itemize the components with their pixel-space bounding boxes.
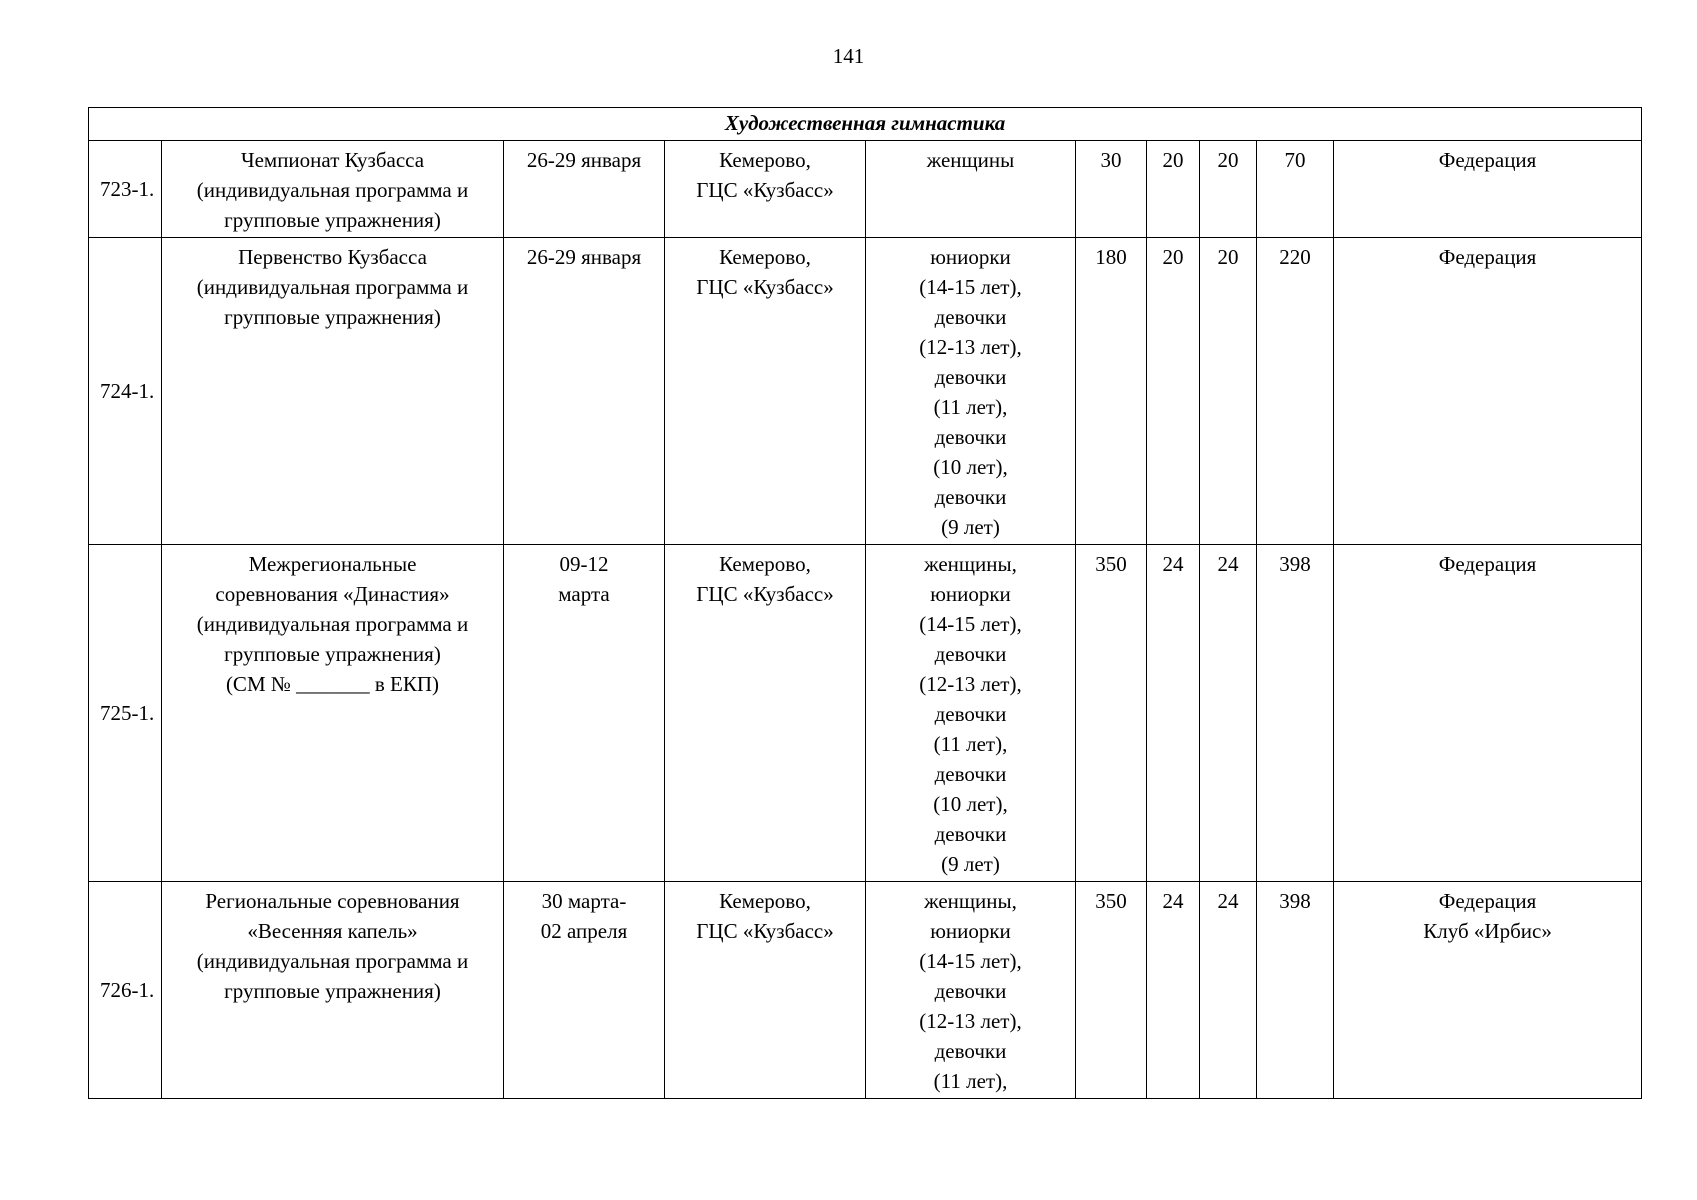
cell-text-line: (12-13 лет),	[919, 335, 1022, 359]
table-row	[89, 882, 1642, 1099]
event-dates-cell	[504, 882, 665, 1099]
cell-text-line: (индивидуальная программа и	[196, 275, 469, 299]
cell-text-line: Кемерово,	[719, 889, 811, 913]
cell-text-line: девочки	[934, 305, 1007, 329]
cell-text-line: (индивидуальная программа и	[196, 949, 469, 973]
trainers-count-cell: 24	[1147, 545, 1200, 882]
trainers-count-cell: 20	[1147, 238, 1200, 545]
cell-text-line: ГЦС «Кузбасс»	[696, 582, 834, 606]
participants-count-cell: 350	[1076, 545, 1147, 882]
cell-text-line: Клуб «Ирбис»	[1423, 919, 1552, 943]
cell-text-line: ГЦС «Кузбасс»	[696, 275, 834, 299]
event-place-cell	[665, 545, 866, 882]
cell-text-line: юниорки	[930, 582, 1011, 606]
judges-count-cell: 24	[1200, 545, 1257, 882]
judges-count-cell: 20	[1200, 141, 1257, 238]
cell-text-line: Чемпионат Кузбасса	[240, 148, 425, 172]
cell-text-line: Федерация	[1438, 552, 1537, 576]
cell-text-line: 09-12	[559, 552, 609, 576]
event-number-cell: 726-1.	[89, 882, 162, 1099]
cell-text-line: женщины,	[924, 889, 1017, 913]
cell-text-line: (индивидуальная программа и	[196, 612, 469, 636]
cell-text-line: девочки	[934, 642, 1007, 666]
judges-count-cell: 20	[1200, 238, 1257, 545]
cell-text-line: 26-29 января	[526, 245, 642, 269]
cell-text-line: Региональные соревнования	[205, 889, 460, 913]
organizer-cell	[1334, 141, 1642, 238]
cell-text-line: групповые упражнения)	[224, 305, 441, 329]
table-row	[89, 141, 1642, 238]
total-count-cell: 220	[1257, 238, 1334, 545]
cell-text-line: девочки	[934, 702, 1007, 726]
organizer-cell	[1334, 882, 1642, 1099]
cell-text-line: 02 апреля	[540, 919, 628, 943]
cell-text-line: Федерация	[1438, 889, 1537, 913]
event-name-cell	[162, 882, 504, 1099]
participants-count-cell: 350	[1076, 882, 1147, 1099]
total-count-cell: 70	[1257, 141, 1334, 238]
participant-category-cell	[866, 141, 1076, 238]
event-name-cell	[162, 238, 504, 545]
cell-text-line: 26-29 января	[526, 148, 642, 172]
judges-count-cell: 24	[1200, 882, 1257, 1099]
cell-text-line: (14-15 лет),	[919, 275, 1022, 299]
cell-text-line: (12-13 лет),	[919, 1009, 1022, 1033]
cell-text-line: Федерация	[1438, 245, 1537, 269]
cell-text-line: (11 лет),	[933, 732, 1008, 756]
event-dates-cell	[504, 545, 665, 882]
cell-text-line: (индивидуальная программа и	[196, 178, 469, 202]
cell-text-line: групповые упражнения)	[224, 979, 441, 1003]
cell-text-line: девочки	[934, 762, 1007, 786]
cell-text-line: девочки	[934, 425, 1007, 449]
cell-text-line: (9 лет)	[941, 515, 1000, 539]
cell-text-line: (9 лет)	[941, 852, 1000, 876]
trainers-count-cell: 24	[1147, 882, 1200, 1099]
cell-text-line: девочки	[934, 485, 1007, 509]
cell-text-line: групповые упражнения)	[224, 208, 441, 232]
cell-text-line: (12-13 лет),	[919, 672, 1022, 696]
cell-text-line: юниорки	[930, 245, 1011, 269]
cell-text-line: Первенство Кузбасса	[238, 245, 427, 269]
cell-text-line: марта	[558, 582, 610, 606]
organizer-cell	[1334, 545, 1642, 882]
participants-count-cell: 180	[1076, 238, 1147, 545]
cell-text-line: Кемерово,	[719, 245, 811, 269]
event-dates-cell	[504, 141, 665, 238]
table-row	[89, 238, 1642, 545]
cell-text-line: ГЦС «Кузбасс»	[696, 919, 834, 943]
cell-text-line: (14-15 лет),	[919, 612, 1022, 636]
cell-text-line: юниорки	[930, 919, 1011, 943]
participant-category-cell	[866, 882, 1076, 1099]
cell-text-line: Кемерово,	[719, 552, 811, 576]
page-number: 141	[832, 44, 865, 68]
cell-text-line: групповые упражнения)	[224, 642, 441, 666]
organizer-cell	[1334, 238, 1642, 545]
cell-text-line: (14-15 лет),	[919, 949, 1022, 973]
participant-category-cell	[866, 545, 1076, 882]
event-place-cell	[665, 141, 866, 238]
events-table	[88, 107, 1642, 1099]
cell-text-line: «Весенняя капель»	[247, 919, 418, 943]
cell-text-line: девочки	[934, 365, 1007, 389]
cell-text-line: (10 лет),	[933, 455, 1008, 479]
total-count-cell: 398	[1257, 882, 1334, 1099]
cell-text-line: женщины,	[924, 552, 1017, 576]
event-number-cell: 724-1.	[89, 238, 162, 545]
cell-text-line: женщины	[926, 148, 1015, 172]
table-row	[89, 545, 1642, 882]
event-name-cell	[162, 141, 504, 238]
event-place-cell	[665, 882, 866, 1099]
event-place-cell	[665, 238, 866, 545]
cell-text-line: Межрегиональные	[248, 552, 417, 576]
cell-text-line: (11 лет),	[933, 1069, 1008, 1093]
cell-text-line: ГЦС «Кузбасс»	[696, 178, 834, 202]
cell-text-line: (10 лет),	[933, 792, 1008, 816]
section-header-row	[89, 108, 1642, 141]
event-number-cell: 723-1.	[89, 141, 162, 238]
cell-text-line: девочки	[934, 1039, 1007, 1063]
cell-text-line: Федерация	[1438, 148, 1537, 172]
cell-text-line: девочки	[934, 822, 1007, 846]
event-number-cell: 725-1.	[89, 545, 162, 882]
cell-text-line: Кемерово,	[719, 148, 811, 172]
participant-category-cell	[866, 238, 1076, 545]
event-name-cell	[162, 545, 504, 882]
cell-text-line: (СМ № _______ в ЕКП)	[225, 672, 440, 696]
cell-text-line: 30 марта-	[541, 889, 627, 913]
cell-text-line: (11 лет),	[933, 395, 1008, 419]
cell-text-line: девочки	[934, 979, 1007, 1003]
cell-text-line: соревнования «Династия»	[215, 582, 450, 606]
trainers-count-cell: 20	[1147, 141, 1200, 238]
section-title: Художественная гимнастика	[89, 108, 1642, 141]
participants-count-cell: 30	[1076, 141, 1147, 238]
event-dates-cell	[504, 238, 665, 545]
total-count-cell: 398	[1257, 545, 1334, 882]
